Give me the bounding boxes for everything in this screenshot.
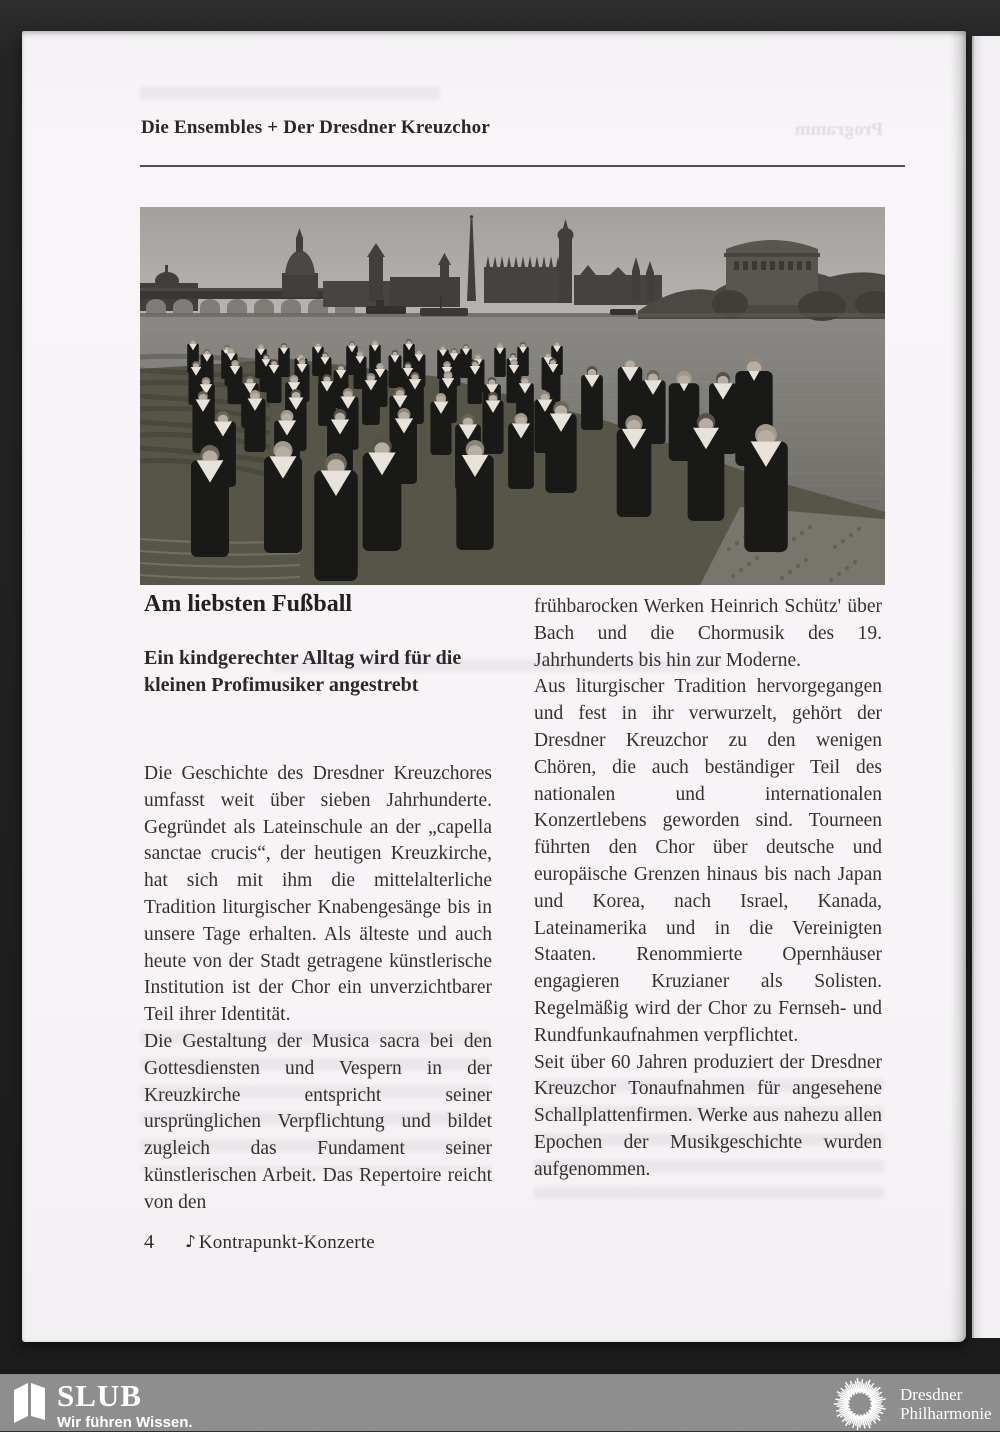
paragraph: Aus liturgischer Tradition hervorgegangen und fest in ihr verwurzelt, gehört der Dresdner Kreuzchor zu den wenigen Chören, die auch beständiger Teil des nationalen und internationalen Konzertlebens geworden sind. Tourneen führten den Chor über deutsche und europäische Grenzen hinaus bis nach Japan und Korea, nach Israel, Kanada, Lateinamerika und in die Vereinigten Staaten. Renommierte Opernhäuser engagieren Kruzianer als Solisten. Regelmäßig wird der Chor zu Fernseh- und Rundfunkaufnahmen verpflichtet. <box>534 676 882 1046</box>
partner-name-line1: Dresdner <box>900 1385 963 1404</box>
article-column-left <box>144 761 492 1217</box>
scanned-page <box>22 31 966 1342</box>
partner-name-line2: Philharmonie <box>900 1404 992 1423</box>
slub-tagline: Wir führen Wissen. <box>57 1414 193 1431</box>
watermark-bar <box>0 1374 1000 1431</box>
series-label: Kontrapunkt-Konzerte <box>198 1232 375 1253</box>
page-number: 4 <box>144 1231 154 1253</box>
article-subheadline: Ein kindgerechter Alltag wird für die kleinen Profimusiker angestrebt <box>144 647 462 696</box>
dresdner-philharmonie-logo <box>832 1376 992 1432</box>
choir-photo <box>140 207 885 585</box>
paragraph: Die Geschichte des Dresdner Kreuzchores umfasst weit über sieben Jahrhunderte. Gegründet als Lateinschule an der „capella sanctae crucis“, der heutigen Kreuzkirche, hat sich mit ihm die mittelalterliche Tradition liturgischer Knabengesänge bis in unsere Tage erhalten. Als älteste und auch heute von der Stadt getragene künstlerische Institution ist der Chor ein unverzichtbarer Teil ihrer Identität. <box>144 763 492 1026</box>
paragraph: Die Gestaltung der Musica sacra bei den Gottesdiensten und Vespern in der Kreuzkirche entspricht seiner ursprünglichen Verpflichtung und bildet zugleich das Fundament seiner künstlerischen Arbeit. Das Repertoire reicht von den <box>144 1030 492 1213</box>
page-footer <box>144 1231 544 1254</box>
paragraph: frühbarocken Werken Heinrich Schütz' über Bach und die Chormusik des 19. Jahrhunderts bis hin zur Moderne. <box>534 596 882 671</box>
page-header-title: Die Ensembles + Der Dresdner Kreuzchor <box>141 117 490 138</box>
article-headline: Am liebsten Fußball <box>144 591 353 617</box>
music-note-icon: ♪ <box>185 1232 196 1252</box>
bleedthrough-smudge <box>140 87 440 107</box>
slub-wordmark: SLUB <box>57 1378 142 1413</box>
choir-photo-illustration <box>140 207 885 585</box>
starburst-icon <box>832 1376 888 1432</box>
slub-book-icon <box>10 1381 48 1423</box>
slub-logo <box>10 1378 193 1431</box>
paragraph: Seit über 60 Jahren produziert der Dresdner Kreuzchor Tonaufnahmen für angesehene Schallplattenfirmen. Werke aus nahezu allen Epochen der Musikgeschichte wurden aufgenommen. <box>534 1051 882 1180</box>
facing-page-edge <box>972 36 1000 1338</box>
header-divider <box>140 165 905 167</box>
bleedthrough-text: Programm <box>794 119 884 140</box>
article-column-right <box>534 594 882 1184</box>
